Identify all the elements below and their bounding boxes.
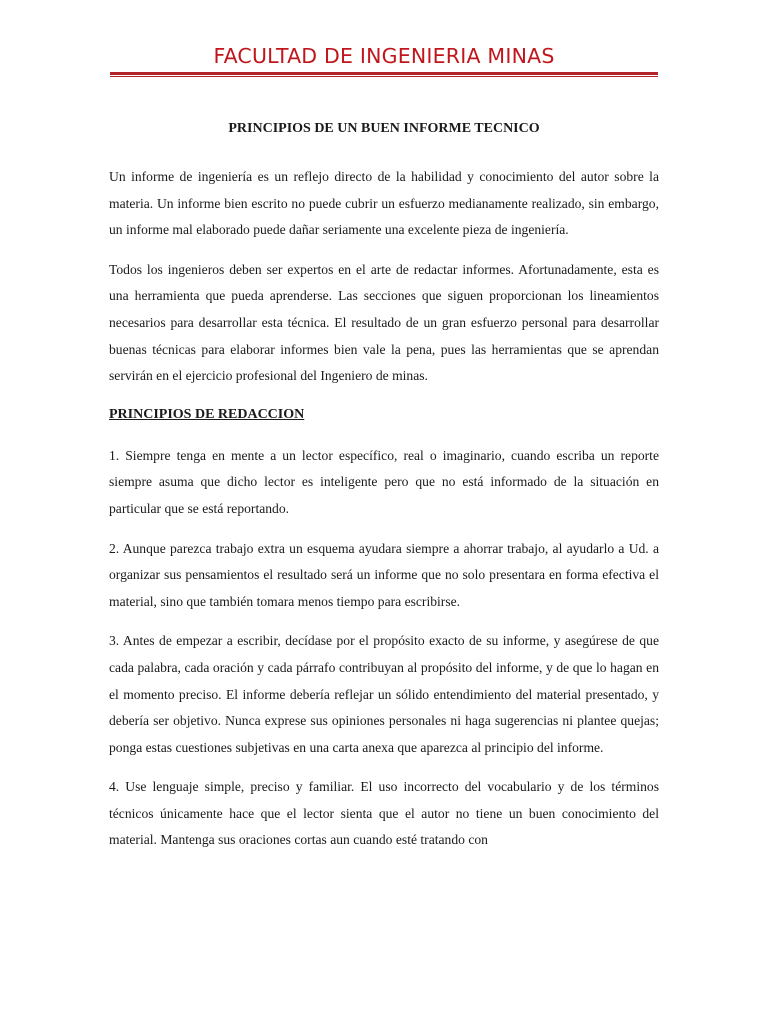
header-rule-thick: [110, 72, 658, 75]
intro-paragraph: Un informe de ingeniería es un reflejo directo de la habilidad y conocimiento del autor sobre la materia. Un informe bien escrito no puede cubrir un esfuerzo medianamente realizado, sin embargo, un informe mal elaborado puede dañar seriamente una excelente pieza de ingeniería.: [109, 169, 659, 238]
document-body: [109, 117, 659, 867]
document-title: PRINCIPIOS DE UN BUEN INFORME TECNICO: [228, 121, 540, 136]
principle-paragraph: 4. Use lenguaje simple, preciso y familiar. El uso incorrecto del vocabulario y de los términos técnicos únicamente hace que el lector sienta que el autor no tiene un buen conocimiento del material. Mantenga sus oraciones cortas aun cuando esté tratando con: [109, 779, 659, 848]
header-rule-thin: [110, 76, 658, 77]
intro-paragraph: Todos los ingenieros deben ser expertos en el arte de redactar informes. Afortunadamente, esta es una herramienta que pueda aprenderse. Las secciones que siguen proporcionan los lineamientos necesarios para desarrollar esta técnica. El resultado de un gran esfuerzo personal para desarrollar buenas técnicas para elaborar informes bien vale la pena, pues las herramientas que se aprendan servirán en el ejercicio profesional del Ingeniero de minas.: [109, 261, 659, 384]
section-heading: PRINCIPIOS DE REDACCION: [109, 406, 305, 422]
principle-paragraph: 2. Aunque parezca trabajo extra un esquema ayudara siempre a ahorrar trabajo, al ayudarlo a Ud. a organizar sus pensamientos el resultado será un informe que no solo presentara en forma efectiva el material, sino que también tomara menos tiempo para escribirse.: [109, 540, 659, 609]
faculty-header: FACULTAD DE INGENIERIA MINAS: [213, 44, 555, 68]
principle-paragraph: 3. Antes de empezar a escribir, decídase por el propósito exacto de su informe, y asegúrese de que cada palabra, cada oración y cada párrafo contribuyan al propósito del informe, y de que lo hagan en el momento preciso. El informe debería reflejar un sólido entendimiento del material presentado, y debería ser objetivo. Nunca exprese sus opiniones personales ni haga sugerencias ni plantee quejas; ponga estas cuestiones subjetivas en una carta anexa que aparezca al principio del informe.: [109, 633, 659, 755]
principle-paragraph: 1. Siempre tenga en mente a un lector específico, real o imaginario, cuando escriba un reporte siempre asuma que dicho lector es inteligente pero que no está informado de la situación en particular que se está reportando.: [109, 447, 659, 516]
